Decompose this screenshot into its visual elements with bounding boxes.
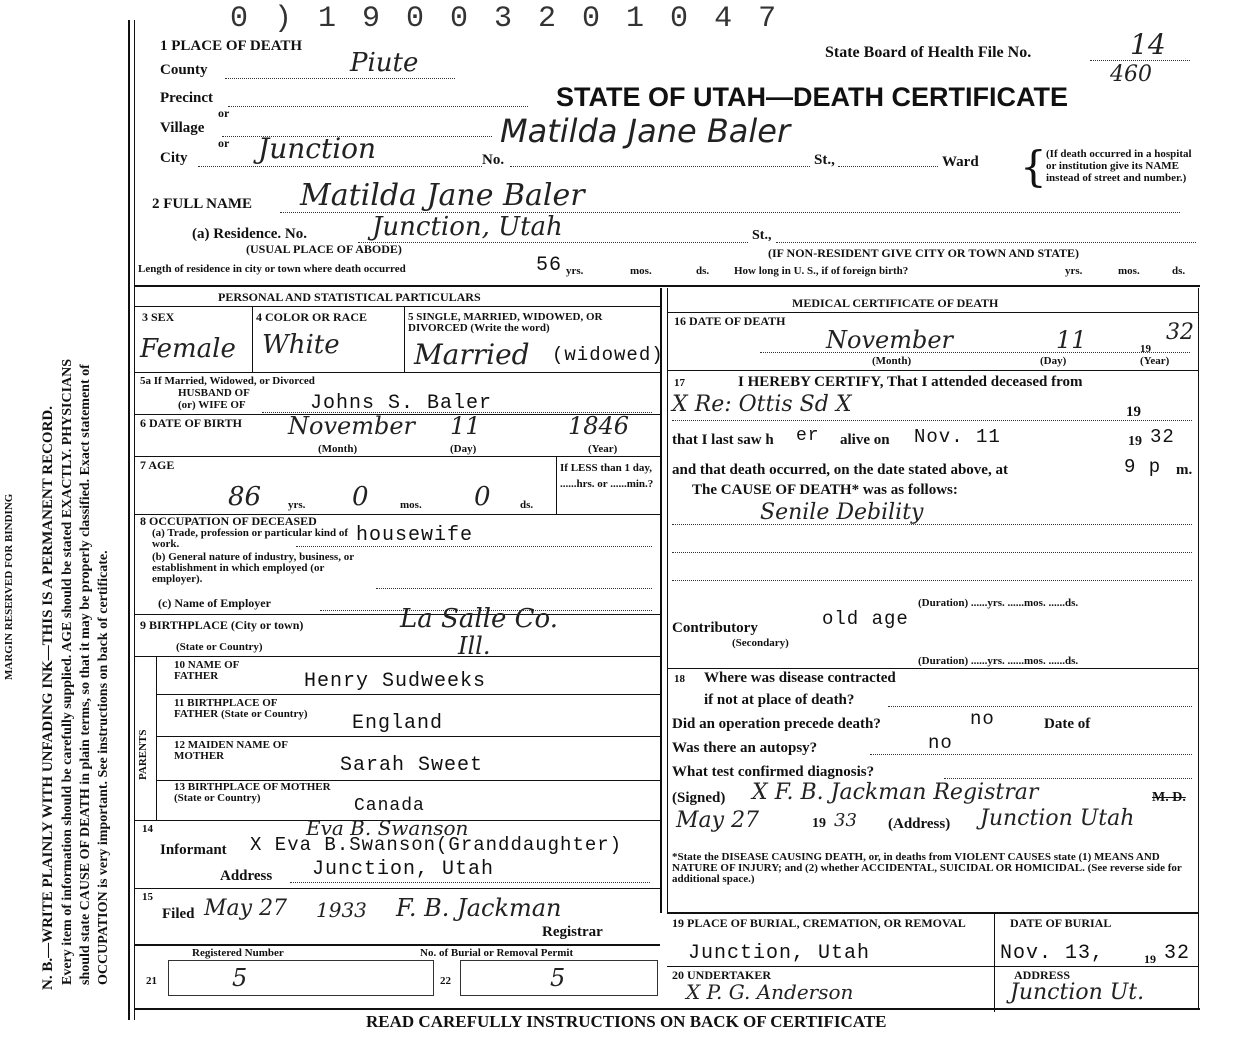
or-2: or (218, 136, 230, 150)
file-no-value: 14 (1130, 28, 1166, 61)
attended-line (672, 420, 1192, 421)
burial-date-value: Nov. 13, (1000, 942, 1105, 965)
place-of-death-label: 1 PLACE OF DEATH (160, 38, 303, 54)
autopsy-label: Was there an autopsy? (672, 740, 818, 756)
q18-line (888, 706, 1192, 707)
spouse-label-2: HUSBAND OF (178, 387, 250, 399)
foreign-ds: ds. (1172, 265, 1186, 277)
filed-num: 15 (142, 891, 153, 903)
dod-day-sub: (Day) (1040, 355, 1067, 367)
informant-address-value: Junction, Utah (312, 858, 495, 881)
autopsy-line (870, 754, 1192, 755)
dob-year: 1846 (568, 412, 630, 440)
signed-value: X F. B. Jackman Registrar (752, 780, 1039, 805)
age-years: 86 (228, 482, 262, 512)
age-ds: 0 (474, 482, 491, 512)
occupation-line (296, 546, 652, 547)
registrar-label: Registrar (542, 924, 603, 940)
row-rule-8 (156, 736, 660, 737)
informant-label: Informant (160, 842, 227, 858)
to-19: 19 (1126, 404, 1141, 420)
county-value: Piute (350, 48, 419, 78)
mother-label: 12 MAIDEN NAME OF MOTHER (174, 739, 288, 762)
und-address-value: Junction Ut. (1010, 980, 1145, 1005)
dod-month-sub: (Month) (872, 355, 912, 367)
father-label: 10 NAME OF FATHER (174, 659, 239, 682)
dod-label: 16 DATE OF DEATH (674, 314, 786, 328)
color-value: White (262, 330, 340, 360)
color-label: 4 COLOR OR RACE (256, 310, 368, 324)
cause-line-2 (672, 552, 1192, 553)
spouse-label-3: (or) WIFE OF (178, 399, 246, 411)
ward-label: Ward (942, 154, 979, 170)
left-border (128, 20, 130, 1020)
margin-instructions-2: should state CAUSE OF DEATH in plain terms, so that it may be properly classified. Exact statement of (78, 364, 93, 985)
autopsy-value: no (928, 732, 953, 754)
village-label: Village (160, 120, 205, 136)
dob-label: 6 DATE OF BIRTH (140, 416, 242, 430)
file-no-value-2: 460 (1110, 62, 1152, 87)
medical-rule-4 (667, 966, 1198, 967)
mother-bp-value: Canada (354, 796, 425, 816)
medical-rule-3 (667, 912, 1198, 914)
hospital-note: (If death occurred in a hospital or institution give its NAME instead of street and number.) (1046, 148, 1192, 184)
burial-permit-value: 5 (550, 964, 566, 992)
age-yrs-label: yrs. (288, 499, 306, 511)
city-value: Junction (258, 132, 377, 165)
precinct-label: Precinct (160, 90, 214, 106)
serial-number: 0 ) 1 9 0 0 3 2 0 1 0 4 7 (230, 2, 781, 36)
dod-year: 32 (1166, 320, 1194, 345)
foreign-label: How long in U. S., if of foreign birth? (734, 265, 909, 277)
birthplace-label: 9 BIRTHPLACE (City or town) (140, 618, 304, 632)
parents-vertical-label: PARENTS (137, 729, 149, 780)
last-saw-year-pre: 19 (1128, 434, 1142, 449)
right-border (1198, 288, 1199, 1008)
residence-line (358, 242, 748, 243)
residence-label: (a) Residence. No. (192, 226, 307, 242)
death-time-m: m. (1176, 462, 1193, 478)
parents-divider (156, 656, 157, 820)
row-rule-1 (134, 372, 660, 373)
burial-permit-label: No. of Burial or Removal Permit (420, 947, 574, 959)
dob-day-sub: (Day) (450, 443, 477, 455)
row-rule-6 (134, 656, 660, 657)
informant-address-label: Address (220, 868, 273, 884)
dod-year-sub: (Year) (1140, 355, 1170, 367)
footer-text: READ CAREFULLY INSTRUCTIONS ON BACK OF CERTIFICATE (366, 1012, 887, 1031)
date-of-label: Date of (1044, 716, 1091, 732)
q18-num: 18 (674, 673, 685, 685)
medical-header: MEDICAL CERTIFICATE OF DEATH (792, 296, 999, 310)
burial-year-pre: 19 (1144, 952, 1156, 966)
reg-number-label: Registered Number (192, 947, 284, 959)
informant-address-line (290, 882, 650, 883)
last-saw-er: er (796, 426, 820, 446)
secondary-label: (Secondary) (732, 637, 789, 649)
q18-text-2: if not at place of death? (704, 692, 855, 708)
reg-number-box (168, 960, 434, 996)
footer-rule (134, 1008, 1200, 1010)
q18-text: Where was disease contracted (704, 670, 896, 686)
st-label: St., (814, 152, 835, 168)
informant-num: 14 (142, 823, 153, 835)
medical-header-rule (667, 312, 1198, 313)
dod-line (760, 352, 1190, 353)
usual-place-note: (USUAL PLACE OF ABODE) (246, 242, 402, 256)
sex-label: 3 SEX (142, 310, 175, 324)
dob-day: 11 (450, 412, 481, 440)
foreign-mos: mos. (1118, 265, 1140, 277)
middle-divider-inner (667, 288, 668, 913)
medical-rule-2 (667, 668, 1198, 669)
birthplace-city: La Salle Co. (400, 604, 558, 634)
reg-21-label: 21 (146, 975, 157, 987)
operation-value: no (970, 708, 995, 730)
reg-22-label: 22 (440, 975, 451, 987)
certify-num: 17 (674, 377, 685, 389)
birthplace-state: Ill. (458, 632, 491, 660)
personal-header: PERSONAL AND STATISTICAL PARTICULARS (218, 290, 481, 304)
residence-value: Junction, Utah (372, 212, 563, 242)
file-no-label: State Board of Health File No. (825, 44, 1032, 61)
age-mos: 0 (352, 482, 369, 512)
middle-divider (660, 288, 662, 913)
color-divider (404, 306, 405, 372)
occupation-label: 8 OCCUPATION OF DECEASED (140, 514, 317, 528)
or-1: or (218, 106, 230, 120)
overlay-name: Matilda Jane Baler (500, 112, 791, 150)
cause-line-3 (672, 580, 1192, 581)
last-saw-year: 32 (1150, 426, 1175, 448)
signed-date: May 27 (676, 808, 760, 833)
full-name-value: Matilda Jane Baler (300, 178, 585, 213)
filed-signature: F. B. Jackman (396, 894, 562, 922)
filed-label: Filed (162, 906, 195, 922)
birthplace-state-label: (State or Country) (176, 641, 263, 653)
burial-place-value: Junction, Utah (688, 942, 871, 965)
filed-value: May 27 (204, 896, 288, 921)
spouse-value: Johns S. Baler (310, 392, 493, 415)
death-time: 9 p (1124, 456, 1162, 478)
mother-bp-label: 13 BIRTHPLACE OF MOTHER (State or Country) (174, 781, 331, 804)
dod-month: November (826, 326, 954, 354)
footnote: *State the DISEASE CAUSING DEATH, or, in deaths from VIOLENT CAUSES state (1) MEANS AND NATURE OF INJURY; and (2) whether ACCIDENTAL, SUICIDAL OR HOMICIDAL. (See reverse side for additional space.) (672, 851, 1182, 885)
length-value: 56 (536, 254, 563, 277)
last-saw-date: Nov. 11 (914, 426, 1001, 448)
row-rule-12 (134, 944, 660, 946)
last-saw-text: that I last saw h (672, 432, 774, 448)
reg-number-value: 5 (232, 964, 248, 992)
length-yrs: yrs. (566, 265, 584, 277)
occupation-a-label: (a) Trade, profession or particular kind of work. (152, 527, 349, 550)
father-bp-value: England (352, 712, 444, 735)
occupation-b-label: (b) General nature of industry, business, or establishment in which employed (or employer). (152, 551, 354, 585)
margin-instructions-3: OCCUPATION is very important. See instructions on back of certificate. (96, 550, 111, 985)
row-rule-3 (134, 456, 660, 457)
signed-year: 33 (834, 810, 857, 831)
personal-header-rule (134, 306, 660, 307)
age-label: 7 AGE (140, 458, 175, 472)
city-line (198, 166, 482, 167)
father-bp-label: 11 BIRTHPLACE OF FATHER (State or Country) (174, 697, 308, 720)
less-than-day-label: If LESS than 1 day, ......hrs. or ......min.? (560, 462, 654, 490)
length-mos: mos. (630, 265, 652, 277)
marital-label: 5 SINGLE, MARRIED, WIDOWED, OR DIVORCED (Write the word) (408, 311, 603, 334)
burial-date-label: DATE OF BURIAL (1010, 916, 1112, 930)
address-label: (Address) (888, 816, 951, 832)
row-rule-11 (134, 888, 660, 889)
und-address-label: ADDRESS (1014, 968, 1071, 982)
length-label: Length of residence in city or town where death occurred (138, 263, 406, 275)
employer-label: (c) Name of Employer (158, 596, 271, 610)
undertaker-label: 20 UNDERTAKER (672, 968, 772, 982)
occupation-value: housewife (356, 524, 474, 547)
burial-year: 32 (1164, 942, 1191, 965)
spouse-label-1: 5a If Married, Widowed, or Divorced (140, 375, 315, 387)
header-rule (134, 285, 1200, 287)
informant-value: X Eva B.Swanson(Granddaughter) (250, 834, 623, 856)
marital-typed: (widowed) (552, 344, 664, 366)
cause-value: Senile Debility (760, 500, 924, 525)
death-occurred-text: and that death occurred, on the date stated above, at (672, 462, 1008, 478)
brace-icon: { (1020, 142, 1047, 191)
alive-on-text: alive on (840, 432, 890, 448)
margin-nb-text: N. B.—WRITE PLAINLY WITH UNFADING INK—THIS IS A PERMANENT RECORD. (40, 406, 56, 990)
burial-place-label: 19 PLACE OF BURIAL, CREMATION, OR REMOVAL (672, 916, 966, 930)
contributory-label: Contributory (672, 620, 758, 636)
contributory-value: old age (822, 608, 909, 630)
medical-rule-1 (667, 370, 1198, 371)
address-value: Junction Utah (980, 806, 1135, 831)
duration-row-2: (Duration) ......yrs. ......mos. ......ds. (918, 655, 1079, 667)
row-rule-7 (156, 694, 660, 695)
test-line (944, 778, 1192, 779)
test-label: What test confirmed diagnosis? (672, 764, 875, 780)
precinct-line (228, 106, 528, 107)
foreign-yrs: yrs. (1065, 265, 1083, 277)
county-line (225, 78, 455, 79)
age-mos-label: mos. (400, 499, 422, 511)
full-name-label: 2 FULL NAME (152, 196, 253, 212)
county-label: County (160, 62, 208, 78)
duration-row-1: (Duration) ......yrs. ......mos. ......ds. (918, 597, 1079, 609)
nonresident-note: (IF NON-RESIDENT GIVE CITY OR TOWN AND STATE) (768, 246, 1080, 260)
margin-reserved-text: MARGIN RESERVED FOR BINDING (3, 493, 15, 680)
father-value: Henry Sudweeks (304, 670, 487, 693)
cause-line-1 (672, 524, 1192, 525)
length-ds: ds. (696, 265, 710, 277)
certify-text: I HEREBY CERTIFY, That I attended deceased from (738, 374, 1083, 390)
st-line (838, 166, 938, 167)
burial-divider (994, 912, 995, 1012)
cause-label: The CAUSE OF DEATH* was as follows: (692, 482, 958, 498)
dob-month: November (288, 412, 416, 440)
dod-year-pre: 19 (1140, 343, 1151, 355)
row-rule-5 (134, 614, 660, 615)
age-ds-label: ds. (520, 499, 534, 511)
filed-year: 1933 (316, 898, 367, 922)
undertaker-value: X P. G. Anderson (686, 980, 854, 1004)
marital-value: Married (414, 338, 530, 371)
sex-value: Female (140, 334, 236, 364)
dob-year-sub: (Year) (588, 443, 618, 455)
mother-value: Sarah Sweet (340, 754, 484, 777)
residence-st-line (776, 242, 1196, 243)
attended-value: X Re: Ottis Sd X (672, 392, 852, 417)
age-divider (556, 456, 557, 514)
informant-signature: Eva B. Swanson (306, 816, 469, 840)
no-line (510, 166, 810, 167)
residence-st: St., (752, 228, 772, 243)
operation-label: Did an operation precede death? (672, 716, 881, 732)
signed-label: (Signed) (672, 790, 726, 806)
certificate-title: STATE OF UTAH—DEATH CERTIFICATE (556, 82, 1068, 112)
dob-month-sub: (Month) (318, 443, 358, 455)
occupation-b-line (376, 588, 652, 589)
sex-divider (252, 306, 253, 372)
signed-year-pre: 19 (812, 816, 826, 831)
margin-instructions-1: Every item of information should be carefully supplied. AGE should be stated EXACTLY. PHYSICIANS (60, 358, 75, 985)
city-label: City (160, 150, 188, 166)
no-label: No. (482, 152, 505, 168)
left-border-inner (134, 20, 135, 1020)
md-label: M. D. (1152, 790, 1186, 805)
dod-day: 11 (1056, 326, 1087, 354)
